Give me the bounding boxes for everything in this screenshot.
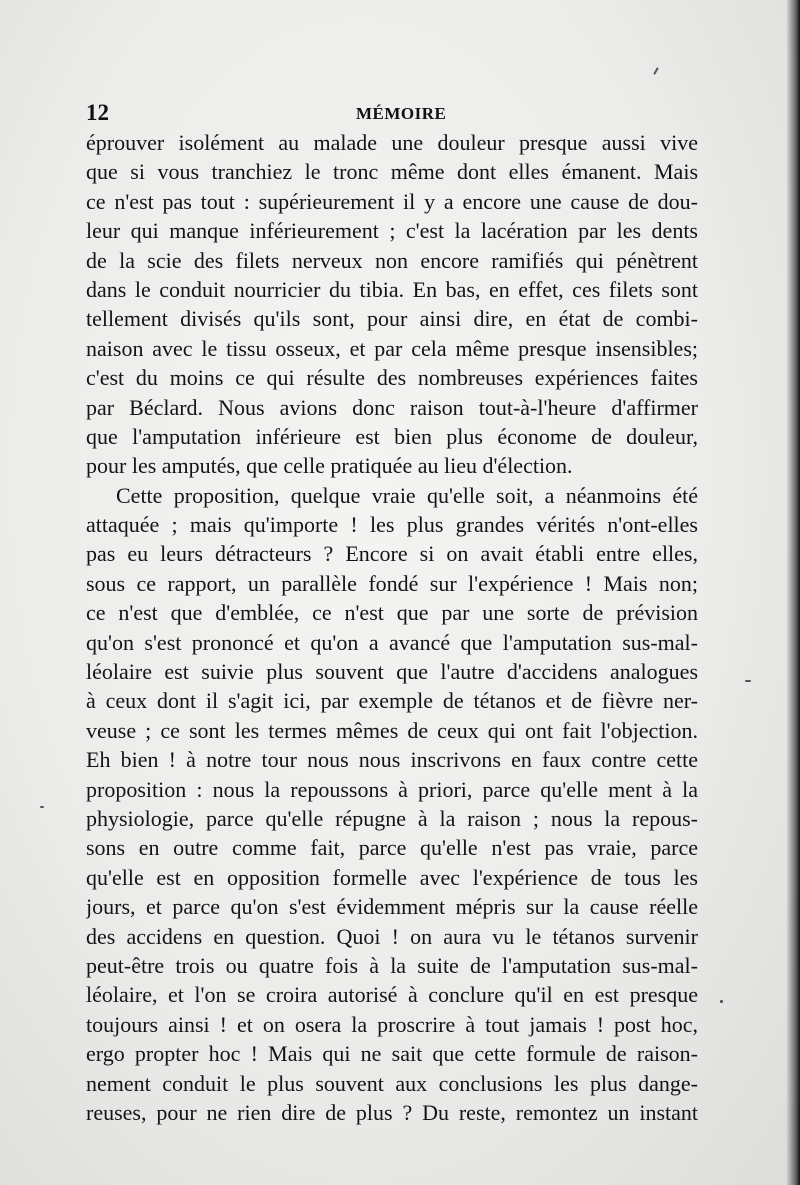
running-title: MÉMOIRE [356, 104, 447, 123]
text-line: tellement divisés qu'ils sont, pour ainsi dire, en état de combi- [86, 306, 698, 332]
scan-edge-shadow [786, 0, 800, 1185]
text-line: pour les amputés, que celle pratiquée au lieu d'élection. [86, 453, 573, 479]
text-line: léolaire, et l'on se croira autorisé à conclure qu'il en est presque [86, 982, 698, 1008]
text-line: dans le conduit nourricier du tibia. En bas, en effet, ces filets sont [86, 276, 698, 302]
paragraph-first-line: Cette proposition, quelque vraie qu'elle soit, a néanmoins été [116, 482, 698, 508]
text-line: leur qui manque inférieurement ; c'est la lacération par les dents [86, 218, 698, 244]
text-line: c'est du moins ce qui résulte des nombreuses expériences faites [86, 365, 698, 391]
text-line: veuse ; ce sont les termes mêmes de ceux qui ont fait l'objection. [86, 717, 698, 743]
text-line: reuses, pour ne rien dire de plus ? Du reste, remontez un instant [86, 1099, 698, 1125]
scan-speck [653, 67, 659, 75]
text-line: ergo propter hoc ! Mais qui ne sait que cette formule de raison- [86, 1041, 698, 1067]
scan-speck [745, 680, 751, 682]
text-line: qu'elle est en opposition formelle avec l'expérience de tous les [86, 864, 698, 890]
text-line: léolaire est suivie plus souvent que l'autre d'accidens analogues [86, 659, 698, 685]
text-line: sons en outre comme fait, parce qu'elle n'est pas vraie, parce [86, 835, 698, 861]
text-line: qu'on s'est prononcé et qu'on a avancé que l'amputation sus-mal- [86, 629, 698, 655]
text-line: éprouver isolément au malade une douleur presque aussi vive [86, 130, 698, 155]
text-line: physiologie, parce qu'elle répugne à la raison ; nous la repous- [86, 805, 698, 831]
page-number: 12 [86, 100, 109, 125]
text-line: Eh bien ! à notre tour nous nous inscrivons en faux contre cette [86, 747, 698, 773]
text-line: ce n'est que d'emblée, ce n'est que par une sorte de prévision [86, 600, 698, 626]
text-line: attaquée ; mais qu'importe ! les plus grandes vérités n'ont-elles [86, 512, 698, 538]
text-line: que l'amputation inférieure est bien plus économe de douleur, [86, 423, 698, 449]
scan-speck [40, 806, 44, 808]
text-line: à ceux dont il s'agit ici, par exemple de tétanos et de fièvre ner- [86, 688, 698, 714]
scan-speck [720, 1000, 723, 1003]
text-line: jours, et parce qu'on s'est évidemment mépris sur la cause réelle [86, 894, 698, 920]
text-line: nement conduit le plus souvent aux conclusions les plus dange- [86, 1070, 698, 1096]
body-text [86, 128, 698, 1127]
text-line: que si vous tranchiez le tronc même dont elles émanent. Mais [86, 159, 698, 185]
text-line: sous ce rapport, un parallèle fondé sur l'expérience ! Mais non; [86, 570, 698, 596]
text-line: toujours ainsi ! et on osera la proscrire à tout jamais ! post hoc, [86, 1011, 698, 1037]
text-line: de la scie des filets nerveux non encore ramifiés qui pénètrent [86, 247, 698, 273]
text-line: naison avec le tissu osseux, et par cela même presque insensibles; [86, 335, 698, 361]
text-line: ce n'est pas tout : supérieurement il y a encore une cause de dou- [86, 188, 698, 214]
text-line: peut-être trois ou quatre fois à la suite de l'amputation sus-mal- [86, 952, 698, 978]
text-line: proposition : nous la repoussons à priori, parce qu'elle ment à la [86, 776, 698, 802]
text-line: pas eu leurs détracteurs ? Encore si on avait établi entre elles, [86, 541, 698, 567]
text-line: par Béclard. Nous avions donc raison tout-à-l'heure d'affirmer [86, 394, 698, 420]
text-line: des accidens en question. Quoi ! on aura vu le tétanos survenir [86, 923, 698, 949]
